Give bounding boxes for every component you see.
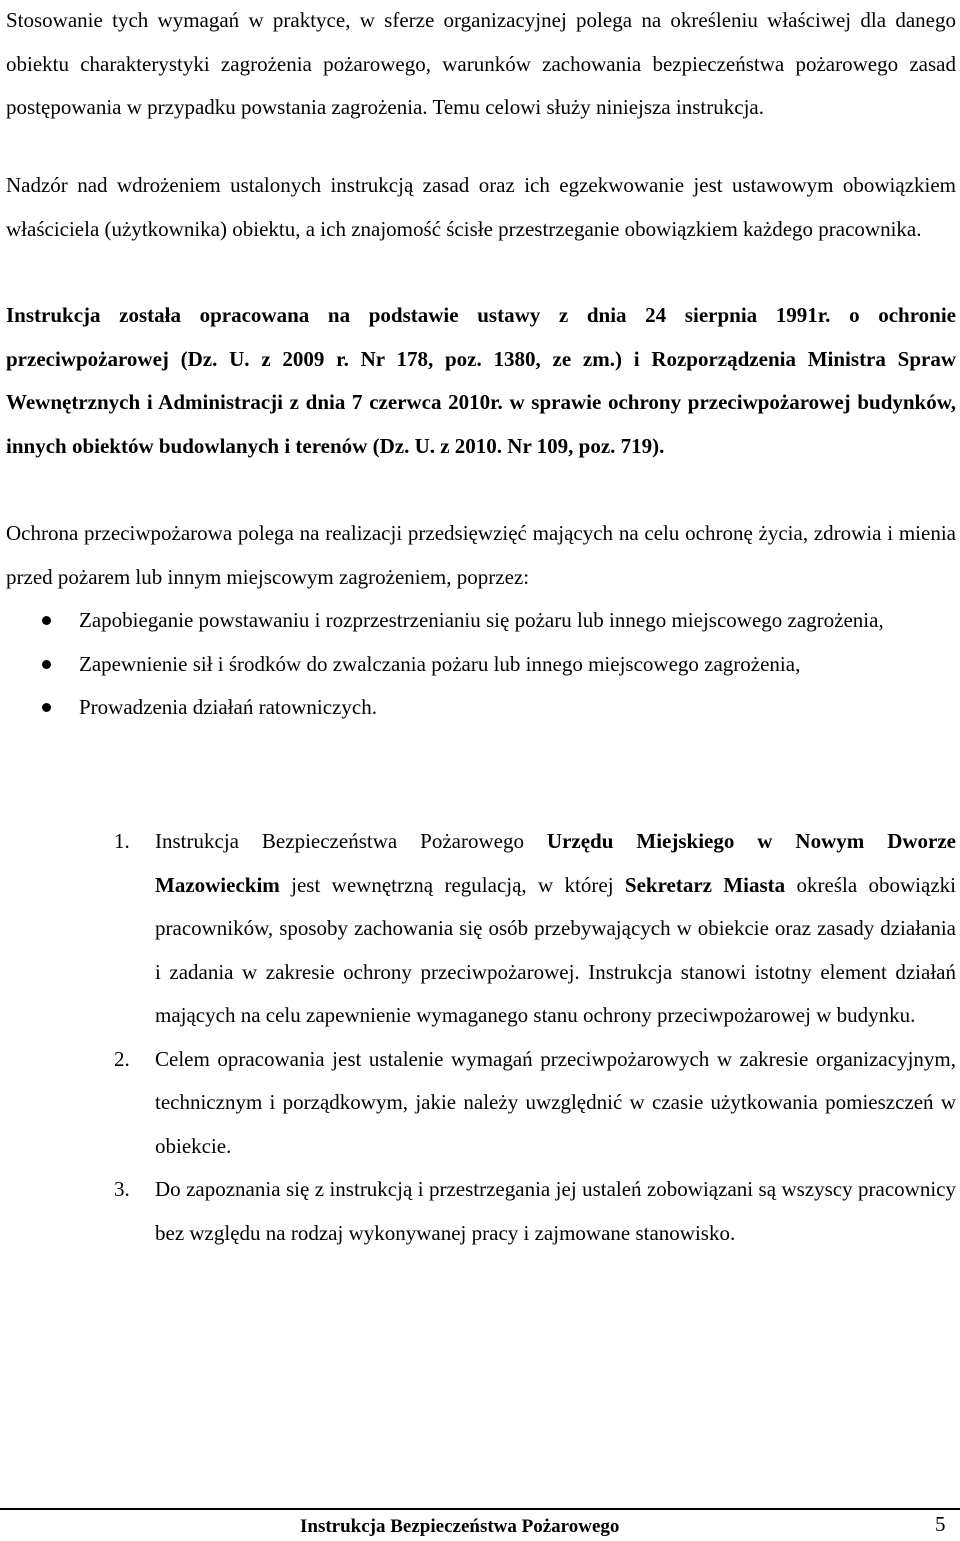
list-item	[6, 599, 956, 643]
numbered-list	[6, 820, 956, 1255]
list-item-text: Zapobieganie powstawaniu i rozprzestrzenianiu się pożaru lub innego miejscowego zagrożenia,	[79, 608, 884, 632]
numbered-item-1	[6, 820, 956, 1038]
supervision-paragraph: Nadzór nad wdrożeniem ustalonych instrukcją zasad oraz ich egzekwowanie jest ustawowym obowiązkiem właściciela (użytkownika) obiektu, a ich znajomość ścisłe przestrzeganie obowiązkiem każdego pracownika.	[6, 173, 956, 241]
item-number: 1.	[114, 829, 130, 853]
bullet-icon	[42, 660, 51, 669]
legal-basis-paragraph: Instrukcja została opracowana na podstawie ustawy z dnia 24 sierpnia 1991r. o ochronie przeciwpożarowej (Dz. U. z 2009 r. Nr 178, poz. 1380, ze zm.) i Rozporządzenia Ministra Spraw Wewnętrznych i Administracji z dnia 7 czerwca 2010r. w sprawie ochrony przeciwpożarowej budynków, innych obiektów budowlanych i terenów (Dz. U. z 2010. Nr 109, poz. 719).	[6, 303, 956, 458]
bullet-icon	[42, 703, 51, 712]
item-text: Do zapoznania się z instrukcją i przestrzegania jej ustaleń zobowiązani są wszyscy pracownicy bez względu na rodzaj wykonywanej pracy i zajmowane stanowisko.	[155, 1177, 956, 1245]
protection-measures-list	[6, 599, 956, 730]
numbered-item-2	[6, 1038, 956, 1169]
footer-title: Instrukcja Bezpieczeństwa Pożarowego	[300, 1516, 620, 1537]
numbered-item-3	[6, 1168, 956, 1255]
secretary-title: Sekretarz Miasta	[624, 872, 786, 897]
item-number: 2.	[114, 1046, 130, 1071]
protection-paragraph: Ochrona przeciwpożarowa polega na realizacji przedsięwzięć mających na celu ochronę życia, zdrowia i mienia przed pożarem lub innym miejscowym zagrożeniem, poprzez:	[6, 521, 956, 589]
item-number: 3.	[114, 1177, 130, 1201]
item-text-part: określa obowiązki pracowników, sposoby zachowania się osób przebywających w obiekcie oraz zasady działania i zadania w zakresie ochrony przeciwpożarowej. Instrukcja stanowi istotny element działań mających na celu zapewnienie wymaganego stanu ochrony przeciwpożarowej w budynku.	[155, 872, 956, 1027]
office-name: Urzędu Miejskiego w Nowym Dworze Mazowieckim	[155, 829, 957, 897]
list-item	[6, 643, 956, 687]
item-text-part: Instrukcja Bezpieczeństwa Pożarowego	[155, 829, 547, 853]
list-item-text: Zapewnienie sił i środków do zwalczania pożaru lub innego miejscowego zagrożenia,	[79, 651, 801, 676]
list-item	[6, 686, 956, 730]
intro-paragraph: Stosowanie tych wymagań w praktyce, w sferze organizacyjnej polega na określeniu właściwej dla danego obiektu charakterystyki zagrożenia pożarowego, warunków zachowania bezpieczeństwa pożarowego zasad postępowania w przypadku powstania zagrożenia. Temu celowi służy niniejsza instrukcja.	[6, 8, 956, 119]
footer-divider	[0, 1508, 960, 1510]
page-number: 5	[935, 1512, 946, 1536]
item-text: Celem opracowania jest ustalenie wymagań przeciwpożarowych w zakresie organizacyjnym, technicznym i porządkowym, jakie należy uwzględnić w czasie użytkowania pomieszczeń w obiekcie.	[155, 1046, 956, 1158]
bullet-icon	[42, 616, 51, 625]
item-text-part: jest wewnętrzną regulacją, w której	[279, 872, 625, 897]
list-item-text: Prowadzenia działań ratowniczych.	[79, 695, 377, 719]
